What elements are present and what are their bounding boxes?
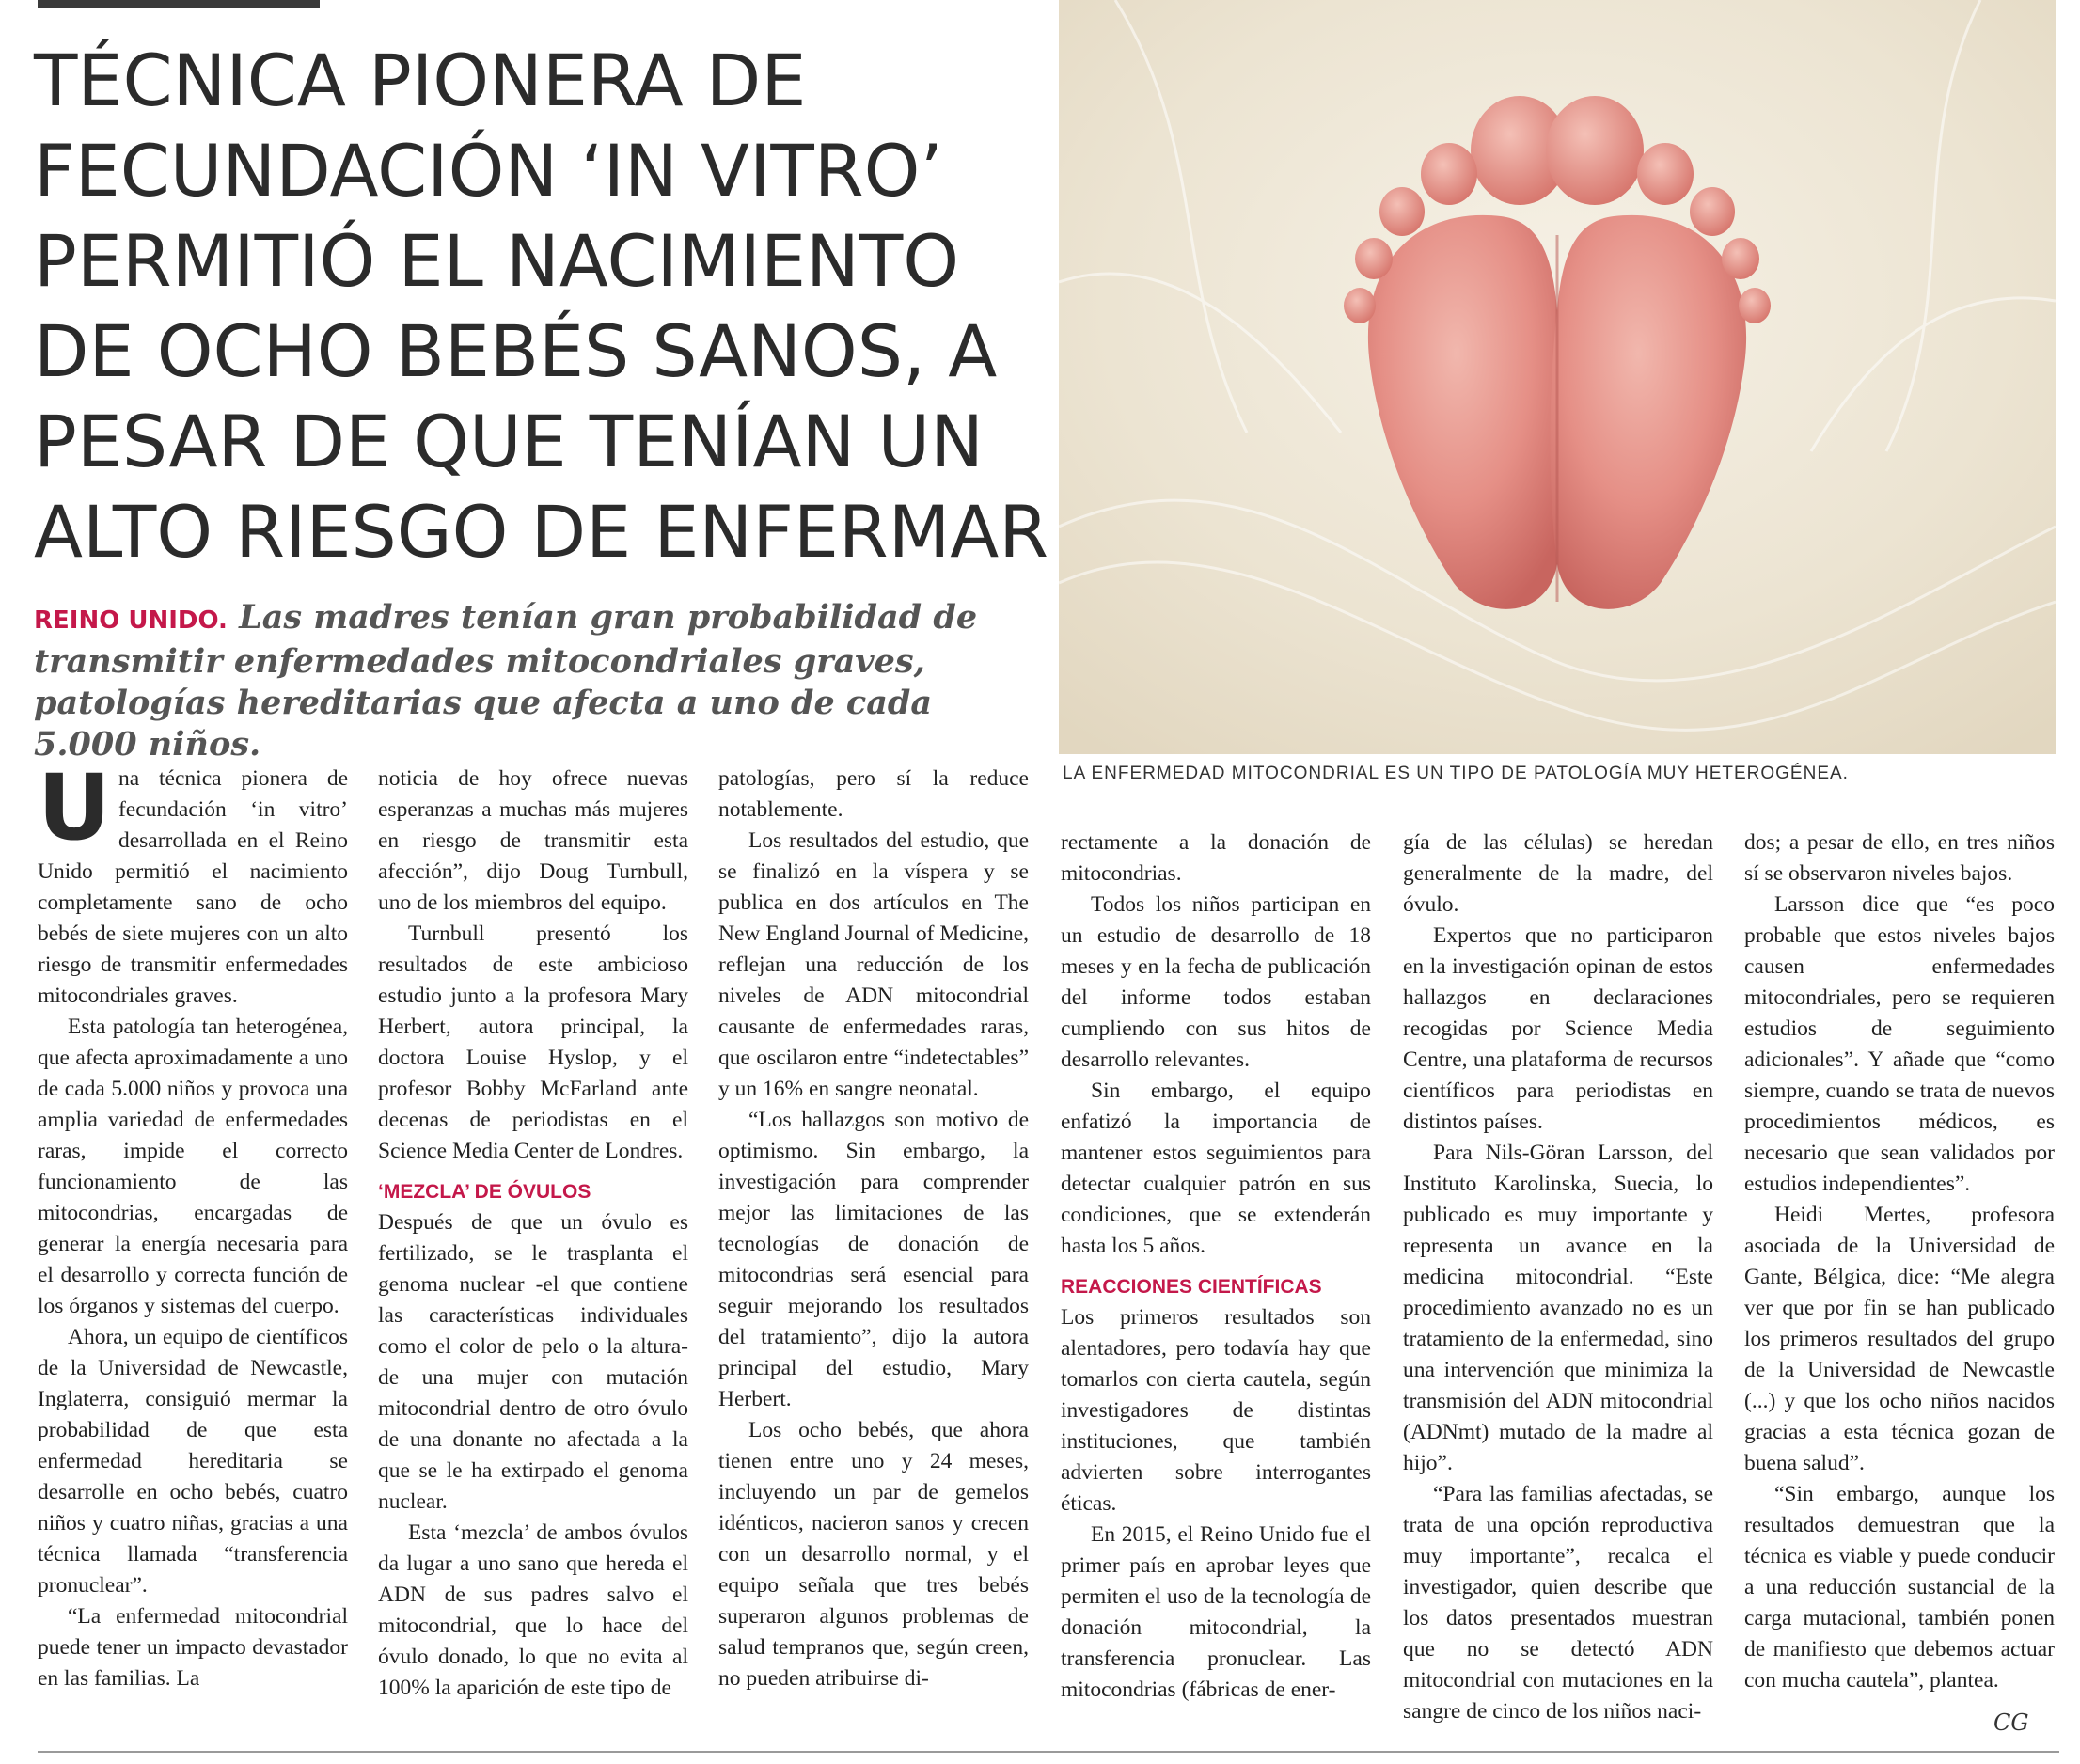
dateline: REINO UNIDO. bbox=[34, 606, 228, 635]
paragraph: Sin embargo, el equipo enfatizó la importancia de mantener estos seguimientos para detectar cualquier patrón en sus condiciones, que se extenderán hasta los 5 años. bbox=[1061, 1079, 1371, 1258]
paragraph: rectamente a la donación de mitocondrias. bbox=[1061, 830, 1371, 886]
headline-line: TÉCNICA PIONERA DE bbox=[34, 39, 807, 122]
paragraph: “Para las familias afectadas, se trata de una opción reproductiva muy importante”, recalca el investigador, quien describe que los datos presentados muestran que no se detectó ADN mitocondrial con mutaciones en la sangre de cinco de los niños naci- bbox=[1403, 1482, 1713, 1724]
article-column-5 bbox=[1403, 827, 1713, 1727]
paragraph: Esta ‘mezcla’ de ambos óvulos da lugar a uno sano que hereda el ADN de sus padres salvo el mitocondrial, que lo hace del óvulo donado, lo que no evita al 100% la aparición de este tipo de bbox=[378, 1520, 688, 1700]
subheading: REACCIONES CIENTÍFICAS bbox=[1061, 1276, 1322, 1298]
headline-line: FECUNDACIÓN ‘IN VITRO’ bbox=[34, 129, 943, 213]
headline-line: PERMITIÓ EL NACIMIENTO bbox=[34, 219, 960, 303]
paragraph: Los resultados del estudio, que se finalizó en la víspera y se publica en dos artículos en The New England Journal of Medicine, reflejan una reducción de los niveles de ADN mitocondrial causante de enfermedades raras, que oscilaron entre “indetectables” y un 16% en sangre neonatal. bbox=[718, 828, 1029, 1101]
lead-paragraph bbox=[34, 597, 1031, 765]
headline bbox=[34, 36, 1049, 577]
paragraph: Larsson dice que “es poco probable que estos niveles bajos causen enfermedades mitocondriales, pero se requieren estudios de seguimiento adicionales”. Y añade que “como siempre, cuando se trata de nuevos procedimientos médicos, es necesario que sean validados por estudios independientes”. bbox=[1744, 892, 2055, 1196]
paragraph: Turnbull presentó los resultados de este ambicioso estudio junto a la profesora Mary Herbert, autora principal, la doctora Louise Hyslop, y el profesor Bobby McFarland ante decenas de periodistas en el Science Media Center de Londres. bbox=[378, 921, 688, 1163]
paragraph: En 2015, el Reino Unido fue el primer país en aprobar leyes que permiten el uso de la tecnología de donación mitocondrial, la transferencia pronuclear. Las mitocondrias (fábricas de ener- bbox=[1061, 1522, 1371, 1702]
author-signature: CG bbox=[1993, 1709, 2029, 1736]
article-column-1 bbox=[38, 755, 348, 1694]
paragraph: Los primeros resultados son alentadores, pero todavía hay que tomarlos con cierta cautela, según investigadores de distintas instituciones, que también advierten sobre interrogantes éticas. bbox=[1061, 1305, 1371, 1516]
paragraph: dos; a pesar de ello, en tres niños sí se observaron niveles bajos. bbox=[1744, 830, 2055, 886]
subheading: ‘MEZCLA’ DE ÓVULOS bbox=[378, 1181, 591, 1203]
bottom-rule bbox=[38, 1751, 2059, 1753]
paragraph: Esta patología tan heterogénea, que afecta aproximadamente a uno de cada 5.000 niños y provoca una amplia variedad de enfermedades raras, impide el correcto funcionamiento de las mitocondrias, encargadas de generar la energía necesaria para el desarrollo y correcta función de los órganos y sistemas del cuerpo. bbox=[38, 1015, 348, 1318]
paragraph: na técnica pionera de fecundación ‘in vitro’ desarrollada en el Reino Unido permitió el nacimiento completamente sano de ocho bebés de siete mujeres con un alto riesgo de transmitir enfermedades mitocondriales graves. bbox=[38, 766, 348, 1008]
paragraph: Expertos que no participaron en la investigación opinan de estos hallazgos en declaraciones recogidas por Science Media Centre, una plataforma de recursos científicos para periodistas en distintos países. bbox=[1403, 923, 1713, 1134]
paragraph: Para Nils-Göran Larsson, del Instituto Karolinska, Suecia, lo publicado es muy importante y representa un avance en la medicina mitocondrial. “Este procedimiento avanzado no es un tratamiento de la enfermedad, sino una intervención que minimiza la transmisión del ADN mitocondrial (ADNmt) mutado de la madre al hijo”. bbox=[1403, 1141, 1713, 1475]
baby-feet-photo bbox=[1059, 0, 2056, 754]
paragraph: gía de las células) se heredan generalmente de la madre, del óvulo. bbox=[1403, 830, 1713, 917]
drop-cap: U bbox=[38, 755, 111, 860]
top-rule bbox=[38, 0, 320, 8]
article-column-6 bbox=[1744, 827, 2055, 1696]
headline-line: ALTO RIESGO DE ENFERMAR bbox=[34, 490, 1049, 574]
article-column-4 bbox=[1061, 827, 1371, 1706]
paragraph: Todos los niños participan en un estudio de desarrollo de 18 meses y en la fecha de publicación del informe todos estaban cumpliendo con sus hitos de desarrollo relevantes. bbox=[1061, 892, 1371, 1072]
headline-line: DE OCHO BEBÉS SANOS, A bbox=[34, 309, 998, 393]
paragraph: “La enfermedad mitocondrial puede tener un impacto devastador en las familias. La bbox=[38, 1604, 348, 1691]
paragraph: Los ocho bebés, que ahora tienen entre uno y 24 meses, incluyendo un par de gemelos idénticos, nacieron sanos y crecen con un desarrollo normal, y el equipo señala que tres bebés superaron algunos problemas de salud tempranos que, según creen, no pueden atribuirse di- bbox=[718, 1418, 1029, 1691]
paragraph: noticia de hoy ofrece nuevas esperanzas a muchas más mujeres en riesgo de transmitir esta afección”, dijo Doug Turnbull, uno de los miembros del equipo. bbox=[378, 766, 688, 915]
article-column-3 bbox=[718, 764, 1029, 1694]
article-column-2 bbox=[378, 764, 688, 1704]
lead-text: Las madres tenían gran probabilidad de transmitir enfermedades mitocondriales graves, patologías hereditarias que afecta a uno de cada 5.000 niños. bbox=[34, 598, 978, 764]
paragraph: patologías, pero sí la reduce notablemente. bbox=[718, 766, 1029, 822]
paragraph: “Sin embargo, aunque los resultados demuestran que la técnica es viable y puede conducir a una reducción sustancial de la carga mutacional, también ponen de manifiesto que debemos actuar con mucha cautela”, plantea. bbox=[1744, 1482, 2055, 1693]
paragraph: Ahora, un equipo de científicos de la Universidad de Newcastle, Inglaterra, consiguió mermar la probabilidad de que esta enfermedad hereditaria se desarrolle en ocho bebés, cuatro niños y cuatro niñas, gracias a una técnica llamada “transferencia pronuclear”. bbox=[38, 1325, 348, 1598]
photo-caption: LA ENFERMEDAD MITOCONDRIAL ES UN TIPO DE PATOLOGÍA MUY HETEROGÉNEA. bbox=[1063, 764, 1849, 783]
paragraph: Heidi Mertes, profesora asociada de la Universidad de Gante, Bélgica, dice: “Me alegra ver que por fin se han publicado los primeros resultados del grupo de la Universidad de Newcastle (...) y que los ocho niños nacidos gracias a esta técnica gozan de buena salud”. bbox=[1744, 1203, 2055, 1475]
headline-line: PESAR DE QUE TENÍAN UN bbox=[34, 400, 984, 483]
paragraph: “Los hallazgos son motivo de optimismo. Sin embargo, la investigación para comprender mejor las limitaciones de las tecnologías de donación de mitocondrias será esencial para seguir mejorando los resultados del tratamiento”, dijo la autora principal del estudio, Mary Herbert. bbox=[718, 1108, 1029, 1411]
paragraph: Después de que un óvulo es fertilizado, se le trasplanta el genoma nuclear -el que contiene las características individuales como el color de pelo o la altura- de una mujer con mutación mitocondrial dentro de otro óvulo de una donante no afectada a la que se le ha extirpado el genoma nuclear. bbox=[378, 1210, 688, 1514]
